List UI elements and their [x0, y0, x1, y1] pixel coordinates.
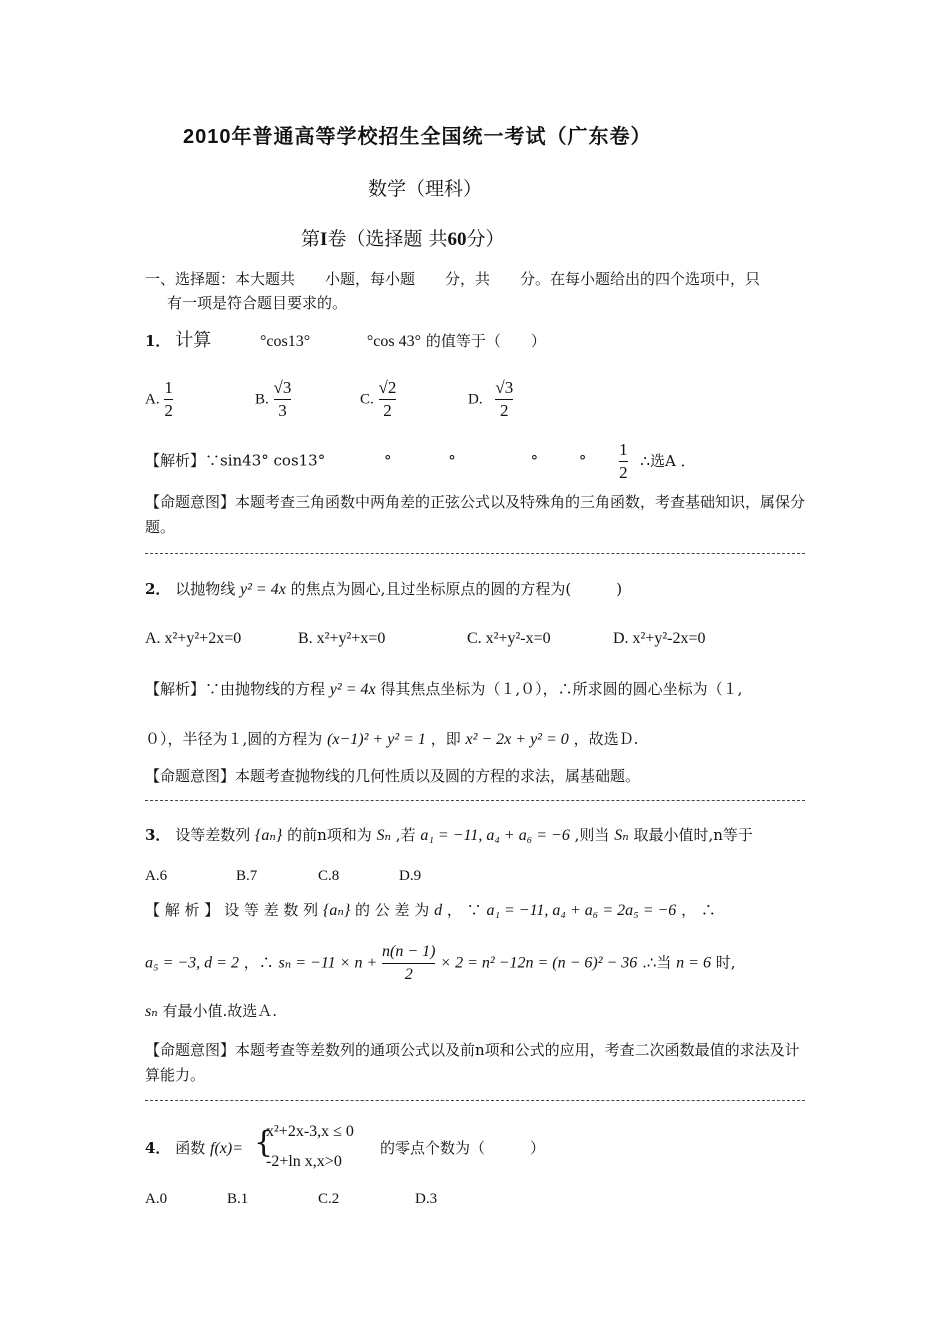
instructions-line2: 有一项是符合题目要求的。: [167, 294, 348, 312]
q1-option-c: [360, 378, 396, 421]
part-pre: 第: [301, 228, 321, 250]
q4-stem-a: 函数: [175, 1139, 206, 1157]
q2-analysis-1a: 【解析】∵由抛物线的方程: [145, 680, 326, 698]
q3-analysis-den: 2: [404, 966, 413, 983]
q3-stem-sn: Sₙ: [376, 827, 392, 844]
q2-analysis-1b: 得其焦点坐标为（１,０），∴所求圆的圆心坐标为（１,: [380, 680, 743, 698]
q2-analysis-2b: ，即: [430, 730, 461, 748]
q2-option-c: C. x²+y²-x=0: [467, 630, 551, 647]
q3-analysis-3b: 有最小值.故选Ａ.: [162, 1002, 278, 1020]
q4-option-c: C.2: [318, 1191, 340, 1207]
q1-analysis-num: 1: [619, 440, 628, 459]
q1-option-d-num: √3: [495, 378, 514, 397]
q3-intent: 【命题意图】本题考查等差数列的通项公式以及前n项和公式的应用，考查二次函数最值的求法及计算能力。: [145, 1041, 800, 1084]
q2-analysis-2a: ０），半径为１,圆的方程为: [145, 730, 323, 748]
q3-analysis-line2: [145, 942, 736, 985]
separator-1: [145, 553, 805, 554]
q1-analysis-end: ∴选A ．: [640, 451, 696, 470]
q2-analysis-line2: [145, 727, 638, 752]
q1-option-b-label: B.: [255, 391, 269, 408]
q3-analysis-1b: 的 公 差 为: [355, 901, 430, 919]
q3-stem-sn2: Sₙ: [614, 827, 629, 844]
q1-analysis-den: 2: [619, 463, 628, 482]
q3-number: 3．: [145, 826, 171, 844]
q1-option-b-frac: [274, 378, 292, 421]
q1-option-a-den: 2: [164, 401, 173, 420]
q1-stem-c: °cos 43°: [366, 333, 422, 350]
separator-2: [145, 800, 805, 801]
q3-analysis-2eq1: a₅ = −3, d = 2: [145, 954, 239, 972]
q1-option-a-num: 1: [164, 378, 173, 397]
q1-option-a-label: A.: [145, 391, 160, 408]
q2-number: 2．: [145, 580, 171, 598]
q1-stem: [145, 328, 546, 354]
q3-analysis-2eq2: sₙ = −11 × n +: [278, 954, 378, 972]
q2-intent: 【命题意图】本题考查抛物线的几何性质以及圆的方程的求法，属基础题。: [145, 767, 641, 785]
q2-analysis-2c: ，故选Ｄ.: [573, 730, 639, 748]
q4-option-a: A.0: [145, 1191, 168, 1207]
q4-option-d: D.3: [415, 1191, 438, 1207]
subject-title: 数学（理科）: [368, 178, 483, 200]
q3-analysis-frac: [382, 942, 435, 985]
q4-number: 4．: [145, 1139, 171, 1157]
q2-stem: [145, 577, 622, 602]
q3-analysis-2n: n = 6: [676, 954, 711, 972]
q1-analysis-deg2: °: [448, 451, 456, 470]
q3-option-a: A.6: [145, 868, 168, 884]
q1-option-b-den: 3: [278, 401, 287, 420]
q2-analysis-2eq2: x² − 2x + y² = 0: [465, 731, 569, 748]
q2-stem-a: 以抛物线: [175, 580, 236, 598]
q1-option-c-frac: [379, 378, 397, 421]
q2-option-d: D. x²+y²-2x=0: [613, 630, 706, 647]
q3-stem-c: ,若: [395, 826, 416, 844]
separator-3: [145, 1100, 805, 1101]
q3-option-d: D.9: [399, 868, 422, 884]
q4-stem-b: 的零点个数为（ ）: [380, 1139, 546, 1157]
q4-stem-label: [145, 1136, 243, 1161]
q1-option-a-frac: [164, 378, 173, 421]
q3-analysis-line3: [145, 999, 277, 1024]
q3-analysis-1c: ， ∵: [446, 901, 482, 919]
q3-analysis-1seq: {aₙ}: [322, 902, 351, 919]
q3-stem-d: ,则当: [574, 826, 610, 844]
q2-stem-eq: y² = 4x: [240, 581, 286, 598]
q1-stem-d: 的值等于（ ）: [425, 332, 546, 350]
q2-analysis-line1: [145, 677, 742, 702]
part-score: 60: [447, 229, 467, 250]
q2-option-a: A. x²+y²+2x=0: [145, 630, 242, 647]
q3-stem-b: 的前n项和为: [287, 826, 372, 844]
instructions-line1: 一、选择题：本大题共 小题，每小题 分，共 分。在每小题给出的四个选项中，只: [145, 270, 761, 288]
q1-option-b-num: √3: [273, 378, 292, 397]
q1-analysis-frac: [619, 440, 628, 483]
q1-intent: 【命题意图】本题考查三角函数中两角差的正弦公式以及特殊角的三角函数，考查基础知识，属保分题。: [145, 493, 806, 536]
q1-analysis-deg4: °: [578, 451, 587, 470]
q3-analysis-1a: 【 解 析 】 设 等 差 数 列: [145, 901, 319, 919]
q1-option-c-label: C.: [360, 391, 374, 408]
q3-analysis-num: n(n − 1): [382, 943, 436, 960]
q1-analysis-deg3: °: [530, 451, 539, 470]
part-mid: 卷（选择题 共: [327, 228, 448, 250]
q1-option-a: [145, 378, 173, 421]
part-title: [301, 224, 504, 251]
q3-analysis-2b: .∴当: [642, 953, 672, 972]
q1-analysis: [145, 440, 696, 483]
q2-option-b: B. x²+y²+x=0: [298, 630, 386, 647]
q3-analysis-1d: d: [434, 902, 443, 919]
exam-title: 2010年普通高等学校招生全国统一考试（广东卷）: [183, 126, 652, 148]
q1-option-d-frac: [495, 378, 513, 421]
q3-stem: [145, 823, 753, 848]
q1-option-d: [468, 378, 513, 421]
q4-case1: x²+2x-3,x ≤ 0: [266, 1123, 354, 1140]
q1-option-d-label: D.: [468, 391, 483, 408]
q3-analysis-2c: 时,: [715, 953, 736, 972]
q3-stem-eq: a₁ = −11, a₄ + a₆ = −6: [420, 827, 570, 844]
q3-analysis-1e: ， ∴: [681, 901, 716, 919]
q1-stem-a: 计算: [175, 330, 212, 351]
q4-case2: -2+ln x,x>0: [266, 1153, 342, 1170]
q4-brace: {: [254, 1125, 274, 1160]
q3-option-b: B.7: [236, 868, 258, 884]
part-roman: I: [320, 229, 328, 250]
q3-option-c: C.8: [318, 868, 340, 884]
q1-option-c-den: 2: [383, 401, 392, 420]
q3-stem-seq: {aₙ}: [255, 827, 283, 844]
q1-stem-b: °cos13°: [260, 333, 311, 350]
q4-stem-fx: f(x)=: [210, 1140, 244, 1157]
part-post: 分）: [466, 228, 505, 250]
q1-option-c-num: √2: [378, 378, 397, 397]
q1-number: 1．: [145, 332, 171, 350]
q2-analysis-2eq1: (x−1)² + y² = 1: [327, 731, 426, 748]
q3-analysis-line1: [145, 898, 716, 923]
q3-stem-e: 取最小值时,n等于: [633, 826, 753, 844]
q3-stem-a: 设等差数列: [175, 826, 251, 844]
q1-option-b: [255, 378, 291, 421]
q1-analysis-deg1: °: [384, 451, 392, 470]
q3-analysis-2eq3: × 2 = n² −12n = (n − 6)² − 36: [440, 954, 638, 972]
q3-analysis-3a: sₙ: [145, 1003, 158, 1020]
q1-analysis-a: 【解析】∵sin43° cos13°: [145, 451, 326, 470]
q2-analysis-1eq: y² = 4x: [329, 681, 376, 698]
q3-analysis-2a: ，∴: [243, 953, 274, 972]
q1-option-d-den: 2: [500, 401, 509, 420]
q2-stem-b: 的焦点为圆心,且过坐标原点的圆的方程为( ): [290, 580, 623, 598]
q4-option-b: B.1: [227, 1191, 249, 1207]
q3-analysis-1eq: a₁ = −11, a₄ + a₆ = 2a₅ = −6: [486, 902, 677, 919]
